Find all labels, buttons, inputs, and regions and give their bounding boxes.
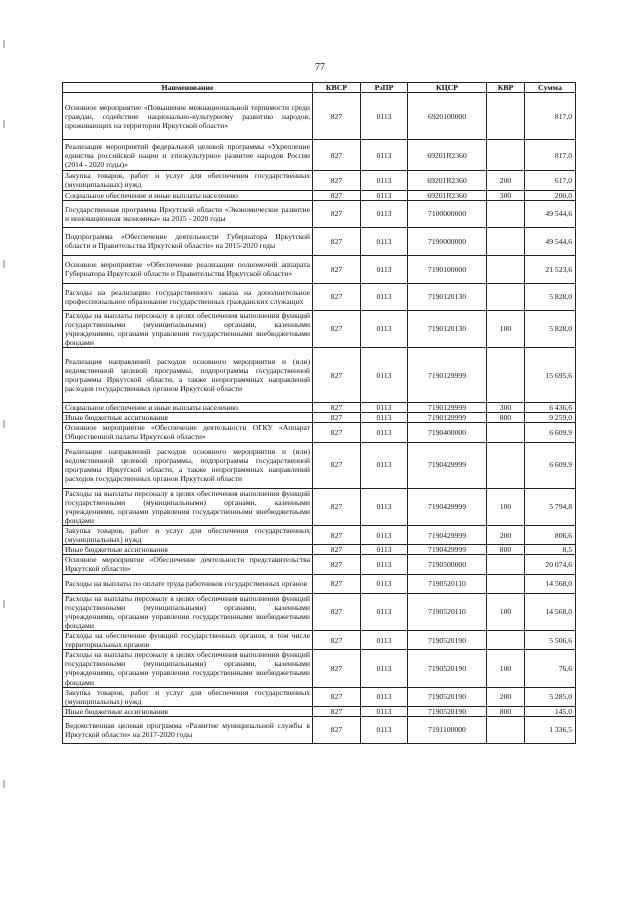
cell-kcsr: 7190500000 (408, 555, 487, 574)
cell-name: Социальное обеспечение и иные выплаты населению (63, 190, 313, 200)
cell-name: Расходы на обеспечение функций государственных органов, в том числе территориальных органов (63, 630, 313, 649)
column-header-kcsr: КЦСР (408, 83, 487, 93)
cell-kvsr: 827 (313, 488, 361, 525)
table-row (63, 630, 576, 649)
table-row (63, 310, 576, 347)
table-row (63, 706, 576, 716)
cell-rzpr: 0113 (361, 403, 408, 413)
table-row (63, 403, 576, 413)
cell-kvr: 100 (487, 650, 525, 687)
cell-rzpr: 0113 (361, 140, 408, 171)
scan-edge-mark (3, 120, 5, 128)
cell-kvr (487, 574, 525, 593)
cell-kcsr: 7190429999 (408, 488, 487, 525)
cell-sum: 49 544,6 (525, 200, 576, 227)
cell-sum: 14 568,0 (525, 574, 576, 593)
cell-kvsr: 827 (313, 525, 361, 544)
cell-kvr: 200 (487, 171, 525, 190)
column-header-kvsr: КВСР (313, 83, 361, 93)
cell-kvr (487, 227, 525, 255)
cell-kcsr: 7190520190 (408, 706, 487, 716)
table-row (63, 190, 576, 200)
cell-rzpr: 0113 (361, 525, 408, 544)
cell-kvr (487, 423, 525, 442)
cell-sum: 5 828,0 (525, 283, 576, 310)
cell-name: Основное мероприятие «Обеспечение деятельности представительства Иркутской области» (63, 555, 313, 574)
table-row (63, 283, 576, 310)
scan-edge-mark (3, 40, 5, 48)
cell-rzpr: 0113 (361, 200, 408, 227)
table-row (63, 423, 576, 442)
cell-kvr: 100 (487, 310, 525, 347)
cell-kcsr: 7190400000 (408, 423, 487, 442)
cell-name: Основное мероприятие «Обеспечение реализации полномочий аппарата Губернатора Иркутской области и Правительства Иркутской области» (63, 255, 313, 283)
cell-kcsr: 69201R2360 (408, 190, 487, 200)
cell-kvr (487, 348, 525, 403)
table-row (63, 200, 576, 227)
column-header-sum: Сумма (525, 83, 576, 93)
cell-name: Реализация мероприятий федеральной целевой программы «Укрепление единства российской нации и этнокультурное развитие народов России (2014 - 2020 годы)» (63, 140, 313, 171)
cell-name: Социальное обеспечение и иные выплаты населению (63, 403, 313, 413)
cell-sum: 9 259,0 (525, 413, 576, 423)
cell-kvsr: 827 (313, 190, 361, 200)
cell-kcsr: 7190120130 (408, 310, 487, 347)
cell-sum: 49 544,6 (525, 227, 576, 255)
scan-edge-mark (3, 600, 5, 608)
table-row (63, 574, 576, 593)
cell-sum: 15 695,6 (525, 348, 576, 403)
page-number: 77 (315, 62, 325, 73)
cell-kcsr: 7190000000 (408, 227, 487, 255)
table-row (63, 171, 576, 190)
cell-kcsr: 7190100000 (408, 255, 487, 283)
cell-kvr (487, 200, 525, 227)
cell-sum: 5 794,8 (525, 488, 576, 525)
cell-kcsr: 7100000000 (408, 200, 487, 227)
cell-sum: 617,0 (525, 171, 576, 190)
cell-kvsr: 827 (313, 716, 361, 743)
column-header-kvr: КВР (487, 83, 525, 93)
cell-kvsr: 827 (313, 93, 361, 140)
cell-name: Государственная программа Иркутской области «Экономическое развитие и инновационная экономика» на 2015 - 2020 годы (63, 200, 313, 227)
cell-kvr (487, 555, 525, 574)
cell-rzpr: 0113 (361, 706, 408, 716)
table-header-row (63, 83, 576, 93)
table-row (63, 716, 576, 743)
cell-rzpr: 0113 (361, 93, 408, 140)
cell-kvsr: 827 (313, 545, 361, 555)
table-row (63, 140, 576, 171)
cell-kcsr: 7190429999 (408, 525, 487, 544)
cell-rzpr: 0113 (361, 593, 408, 630)
scan-edge-mark (3, 780, 5, 788)
cell-name: Закупка товаров, работ и услуг для обеспечения государственных (муниципальных) нужд (63, 687, 313, 706)
cell-sum: 6 609,9 (525, 423, 576, 442)
cell-name: Иные бюджетные ассигнования (63, 545, 313, 555)
cell-sum: 6 436,6 (525, 403, 576, 413)
cell-kvr (487, 442, 525, 488)
cell-name: Расходы на выплаты персоналу в целях обеспечения выполнения функций государственными (муниципальными) органами, казенными учреждениями, органами управления государственными внебюджетными фондами (63, 650, 313, 687)
cell-name: Основное мероприятие «Обеспечение деятельности ОГКУ «Аппарат Общественной палаты Иркутской области» (63, 423, 313, 442)
cell-kvsr: 827 (313, 140, 361, 171)
cell-rzpr: 0113 (361, 574, 408, 593)
cell-name: Иные бюджетные ассигнования (63, 706, 313, 716)
cell-rzpr: 0113 (361, 545, 408, 555)
cell-kvsr: 827 (313, 423, 361, 442)
cell-kvsr: 827 (313, 442, 361, 488)
cell-kcsr: 6920100000 (408, 93, 487, 140)
cell-kvsr: 827 (313, 171, 361, 190)
cell-kvr: 300 (487, 190, 525, 200)
cell-name: Закупка товаров, работ и услуг для обеспечения государственных (муниципальных) нужд (63, 171, 313, 190)
cell-rzpr: 0113 (361, 630, 408, 649)
cell-kvr: 800 (487, 706, 525, 716)
cell-rzpr: 0113 (361, 413, 408, 423)
cell-kvr: 100 (487, 593, 525, 630)
cell-sum: 8,5 (525, 545, 576, 555)
cell-sum: 76,6 (525, 650, 576, 687)
cell-kvr (487, 283, 525, 310)
cell-rzpr: 0113 (361, 310, 408, 347)
cell-rzpr: 0113 (361, 255, 408, 283)
cell-rzpr: 0113 (361, 555, 408, 574)
table-row (63, 593, 576, 630)
cell-kcsr: 69201R2360 (408, 140, 487, 171)
cell-kvsr: 827 (313, 687, 361, 706)
cell-name: Иные бюджетные ассигнования (63, 413, 313, 423)
cell-kcsr: 7190520190 (408, 687, 487, 706)
cell-rzpr: 0113 (361, 423, 408, 442)
cell-name: Реализация направлений расходов основного мероприятия и (или) ведомственной целевой программы, подпрограммы государственной программы Иркутской области, а также непрограммных направлений расходов государственных органов Иркутской области (63, 442, 313, 488)
cell-kvr: 800 (487, 413, 525, 423)
cell-rzpr: 0113 (361, 716, 408, 743)
cell-name: Реализация направлений расходов основного мероприятия и (или) ведомственной целевой программы, подпрограммы государственной программы Иркутской области, а также непрограммных направлений расходов государственных органов Иркутской области (63, 348, 313, 403)
cell-kcsr: 7190520190 (408, 650, 487, 687)
cell-kvr (487, 140, 525, 171)
cell-kvr: 300 (487, 403, 525, 413)
cell-sum: 5 828,0 (525, 310, 576, 347)
cell-kvsr: 827 (313, 650, 361, 687)
cell-name: Расходы на выплаты персоналу в целях обеспечения выполнения функций государственными (муниципальными) органами, казенными учреждениями, органами управления государственными внебюджетными фондами (63, 488, 313, 525)
column-header-name: Наименование (63, 83, 313, 93)
cell-rzpr: 0113 (361, 488, 408, 525)
cell-kcsr: 7190129999 (408, 348, 487, 403)
cell-kcsr: 7190520110 (408, 593, 487, 630)
cell-kcsr: 7190520190 (408, 630, 487, 649)
cell-kvr (487, 255, 525, 283)
scan-edge-mark (3, 420, 5, 428)
cell-kvr: 200 (487, 525, 525, 544)
cell-sum: 1 336,5 (525, 716, 576, 743)
cell-name: Расходы на реализацию государственного заказа на дополнительное профессиональное образование государственных гражданских служащих (63, 283, 313, 310)
scan-edge-mark (3, 260, 5, 268)
cell-kvsr: 827 (313, 555, 361, 574)
cell-sum: 6 609,9 (525, 442, 576, 488)
table-row (63, 227, 576, 255)
cell-kvsr: 827 (313, 255, 361, 283)
cell-sum: 14 568,0 (525, 593, 576, 630)
cell-sum: 5 285,0 (525, 687, 576, 706)
cell-kcsr: 7190129999 (408, 403, 487, 413)
budget-table (62, 82, 576, 744)
table-row (63, 555, 576, 574)
cell-kvr: 100 (487, 488, 525, 525)
cell-kvsr: 827 (313, 706, 361, 716)
table-row (63, 442, 576, 488)
cell-rzpr: 0113 (361, 190, 408, 200)
cell-kvr (487, 630, 525, 649)
table-row (63, 255, 576, 283)
cell-sum: 806,6 (525, 525, 576, 544)
cell-rzpr: 0113 (361, 348, 408, 403)
cell-kcsr: 7191100000 (408, 716, 487, 743)
cell-kcsr: 7190429999 (408, 442, 487, 488)
cell-name: Расходы на выплаты персоналу в целях обеспечения выполнения функций государственными (муниципальными) органами, казенными учреждениями, органами управления государственными внебюджетными фондами (63, 593, 313, 630)
cell-sum: 817,0 (525, 93, 576, 140)
cell-name: Расходы на выплаты персоналу в целях обеспечения выполнения функций государственными (муниципальными) органами, казенными учреждениями, органами управления государственными внебюджетными фондами (63, 310, 313, 347)
cell-rzpr: 0113 (361, 650, 408, 687)
cell-kvsr: 827 (313, 200, 361, 227)
cell-kvsr: 827 (313, 574, 361, 593)
cell-kcsr: 7190120130 (408, 283, 487, 310)
cell-sum: 200,0 (525, 190, 576, 200)
table-row (63, 413, 576, 423)
table-row (63, 687, 576, 706)
table-row (63, 545, 576, 555)
cell-name: Основное мероприятие «Повышение межнациональной терпимости среди граждан, содействие национально-культурному развитию народов, проживающих на территории Иркутской области» (63, 93, 313, 140)
cell-rzpr: 0113 (361, 171, 408, 190)
cell-kvsr: 827 (313, 413, 361, 423)
table-row (63, 488, 576, 525)
cell-kvr (487, 93, 525, 140)
cell-kvsr: 827 (313, 227, 361, 255)
cell-rzpr: 0113 (361, 687, 408, 706)
cell-name: Закупка товаров, работ и услуг для обеспечения государственных (муниципальных) нужд (63, 525, 313, 544)
table-row (63, 348, 576, 403)
table-row (63, 93, 576, 140)
cell-sum: 145,0 (525, 706, 576, 716)
cell-kvr: 200 (487, 687, 525, 706)
cell-kvr: 800 (487, 545, 525, 555)
cell-sum: 21 523,6 (525, 255, 576, 283)
table-row (63, 650, 576, 687)
column-header-rzpr: РзПР (361, 83, 408, 93)
cell-kvsr: 827 (313, 630, 361, 649)
cell-kvsr: 827 (313, 593, 361, 630)
cell-kvsr: 827 (313, 283, 361, 310)
cell-sum: 5 506,6 (525, 630, 576, 649)
cell-sum: 20 074,6 (525, 555, 576, 574)
cell-kcsr: 7190129999 (408, 413, 487, 423)
cell-kvsr: 827 (313, 310, 361, 347)
table-body (63, 93, 576, 744)
cell-kvsr: 827 (313, 348, 361, 403)
cell-kvr (487, 716, 525, 743)
cell-name: Расходы на выплаты по оплате труда работников государственных органов (63, 574, 313, 593)
cell-rzpr: 0113 (361, 227, 408, 255)
cell-name: Подпрограмма «Обеспечение деятельности Губернатора Иркутской области и Правительства Иркутской области» на 2015-2020 годы (63, 227, 313, 255)
cell-kvsr: 827 (313, 403, 361, 413)
cell-sum: 817,0 (525, 140, 576, 171)
cell-rzpr: 0113 (361, 283, 408, 310)
cell-kcsr: 7190520110 (408, 574, 487, 593)
cell-kcsr: 69201R2360 (408, 171, 487, 190)
cell-rzpr: 0113 (361, 442, 408, 488)
cell-name: Ведомственная целевая программа «Развитие муниципальной службы в Иркутской области» на 2017-2020 годы (63, 716, 313, 743)
table-row (63, 525, 576, 544)
cell-kcsr: 7190429999 (408, 545, 487, 555)
